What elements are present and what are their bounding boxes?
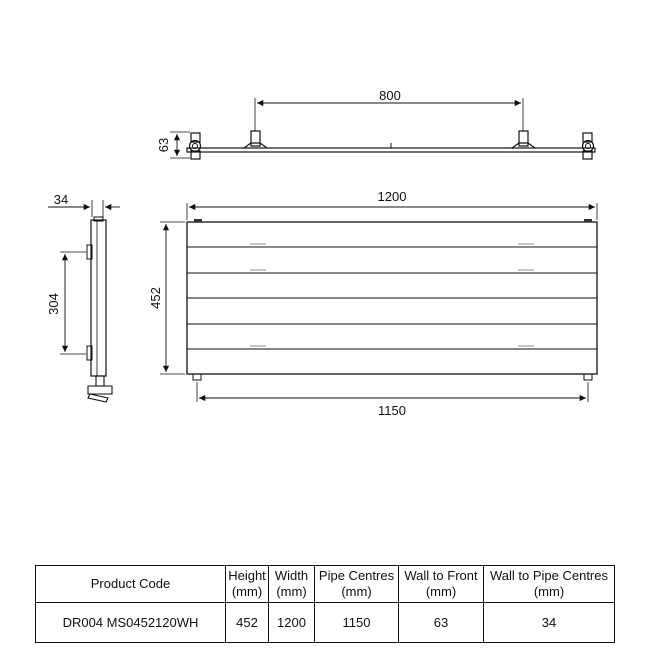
cell-wall-to-front: 63 bbox=[399, 603, 484, 643]
cell-width: 1200 bbox=[269, 603, 315, 643]
front-view bbox=[148, 189, 597, 418]
header-width: Width (mm) bbox=[269, 566, 315, 603]
pipe-centres-dimension-label: 800 bbox=[379, 88, 401, 103]
table-header-row bbox=[36, 566, 615, 603]
side-view bbox=[46, 192, 120, 402]
wall-to-pipe-dimension-label: 34 bbox=[53, 192, 69, 207]
cell-pipe-centres: 1150 bbox=[315, 603, 399, 643]
header-wall-to-front: Wall to Front (mm) bbox=[399, 566, 484, 603]
header-wall-to-pipe-centres: Wall to Pipe Centres (mm) bbox=[484, 566, 615, 603]
specification-table bbox=[35, 565, 615, 643]
height-dimension-label: 452 bbox=[148, 287, 163, 309]
cell-product-code: DR004 MS0452120WH bbox=[36, 603, 226, 643]
width-dimension-label: 1200 bbox=[377, 189, 407, 204]
pipe-height-dimension-label: 304 bbox=[46, 293, 61, 315]
header-height: Height (mm) bbox=[226, 566, 269, 603]
top-view bbox=[156, 88, 595, 159]
cell-height: 452 bbox=[226, 603, 269, 643]
depth-dimension-label: 63 bbox=[156, 137, 171, 153]
header-product-code: Product Code bbox=[36, 566, 226, 603]
table-row bbox=[36, 603, 615, 643]
pipe-span-dimension-label: 1150 bbox=[378, 403, 406, 418]
cell-wall-to-pipe-centres: 34 bbox=[484, 603, 615, 643]
header-pipe-centres: Pipe Centres (mm) bbox=[315, 566, 399, 603]
